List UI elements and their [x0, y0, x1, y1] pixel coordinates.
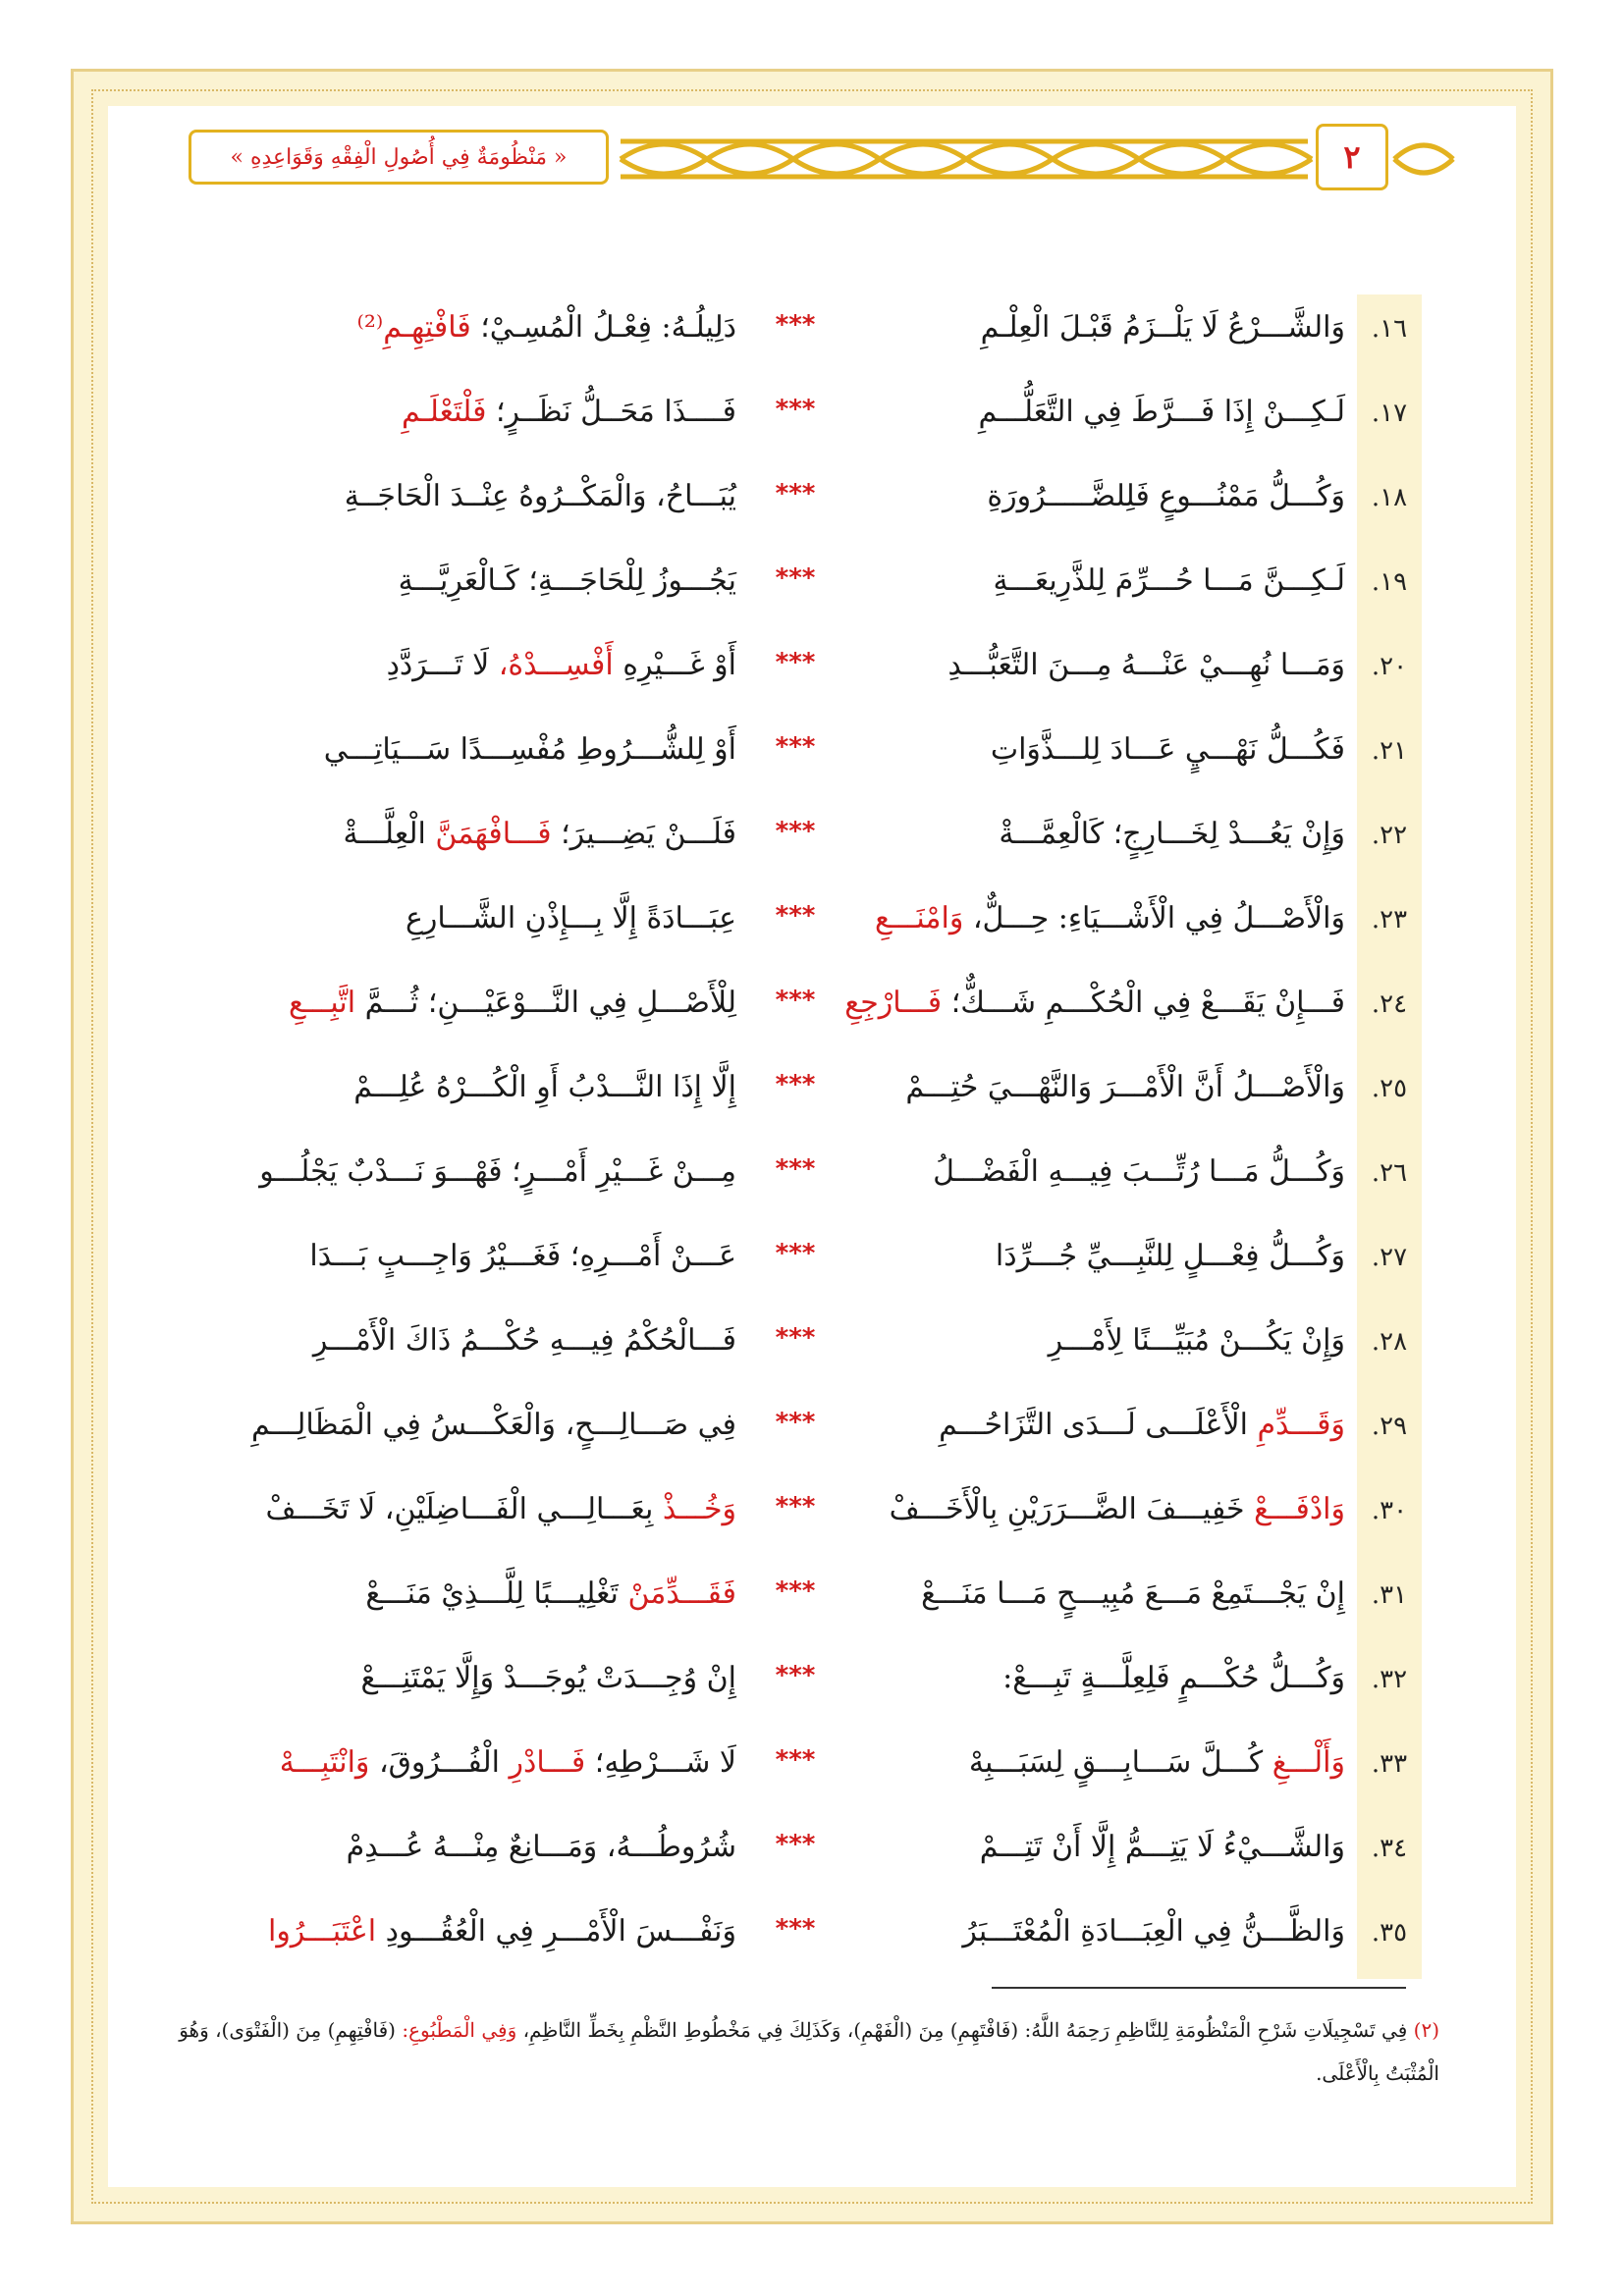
verse-row: [108, 1309, 1516, 1394]
first-hemistich: [864, 901, 1345, 935]
second-hemistich: [187, 648, 736, 682]
footnote-marker: (٢): [1413, 2018, 1439, 2042]
hemistich-text: دَلِيلُـهُ: فِعْـلُ الْمُسِـيْ؛: [480, 310, 736, 345]
verse-row: [108, 1056, 1516, 1141]
hemistich-text: الْأَعْلَـــى لَـــدَى التَّزَاحُـــمِ: [939, 1408, 1248, 1442]
page: [108, 106, 1516, 2187]
verse-row: [108, 465, 1516, 550]
separator: ***: [775, 732, 816, 762]
separator: ***: [775, 1070, 816, 1099]
hemistich-text: فَـــإِنْ يَقَـــعْ فِي الْحُكْـــمِ شَـــكٌّ؛: [950, 986, 1345, 1020]
hemistich-highlight: فَقَـــدِّمَنْ: [627, 1576, 736, 1611]
verse-row: [108, 887, 1516, 972]
first-hemistich: وَكُـــلُّ فِعْـــلٍ لِلنَّبِـــيِّ جُـــرِّدَا: [995, 1239, 1345, 1273]
first-hemistich: وَالظَّـــنُّ فِي الْعِبَـــادَةِ الْمُعْتَـــبَرُ: [962, 1914, 1345, 1949]
hemistich-text: تَغْلِيـــبًا لِلَّـــذِيْ مَنَـــعْ: [365, 1576, 619, 1611]
verse-number: ٣٣.: [1371, 1749, 1408, 1779]
second-hemistich: فِي صَـــالِـــحٍ، وَالْعَكْـــسُ فِي الْمَظَالِـــمِ: [250, 1408, 736, 1442]
hemistich-text: فَلَـــنْ يَضِـــيرَ؛: [561, 817, 736, 851]
hemistich-highlight: اتَّبِـــعِ: [289, 986, 356, 1020]
first-hemistich: إِنْ يَجْـــتَمِعْ مَـــعَ مُبِيـــحٍ مَـــا مَنَـــعْ: [921, 1576, 1345, 1611]
hemistich-text: لِلْأَصْـــلِ فِي النَّـــوْعَيْـــنِ؛ ثُـــمَّ: [364, 986, 736, 1020]
second-hemistich: مِـــنْ غَـــيْرِ أَمْـــرٍ؛ فَهْـــوَ نَـــدْبٌ يَجْلُـــو: [259, 1154, 736, 1189]
first-hemistich: وَكُـــلُّ مَمْنُـــوعٍ فَلِلضَّـــــرُورَةِ: [987, 479, 1345, 513]
separator: ***: [775, 986, 816, 1015]
verse-number: ١٨.: [1371, 483, 1408, 512]
verse-number: ٣٠.: [1371, 1496, 1408, 1525]
second-hemistich: إِلَّا إِذَا النَّـــدْبُ أَوِ الْكُـــرْهُ عُلِـــمْ: [353, 1070, 736, 1104]
separator: ***: [775, 1154, 816, 1184]
footnote-text: فِي تَسْجِيلَاتِ شَرْحِ الْمَنْظُومَةِ لِلنَّاظِمِ رَحِمَهُ اللَّهُ: (فَافْتَهِمِ) مِنَ (الْفَهْمِ)، وَكَذَلِكَ فِي مَخْطُوطِ النَّظْمِ بِخَطِّ النَّاظِمِ،: [522, 2018, 1408, 2042]
verse-row: [108, 634, 1516, 719]
verse-number: ٢٠.: [1371, 652, 1408, 681]
verse-number: ١٩.: [1371, 567, 1408, 597]
separator: ***: [775, 1323, 816, 1353]
second-hemistich: شُرُوطُـــهُ، وَمَـــانِعٌ مِنْـــهُ عُـــدِمْ: [346, 1830, 736, 1864]
hemistich-highlight: فَافْتِهِـمِ⁽²⁾: [356, 310, 471, 345]
hemistich-text: فَــــذَا مَحَــلُّ نَظَــرٍ؛: [495, 395, 736, 429]
verse-number: ١٧.: [1371, 399, 1408, 428]
separator: ***: [775, 901, 816, 931]
second-hemistich: [187, 1745, 736, 1780]
hemistich-text: خَفِيـــفَ الضَّـــرَرَيْنِ بِالْأَخَـــفْ: [889, 1492, 1245, 1526]
verse-row: [108, 1732, 1516, 1816]
second-hemistich: أَوْ لِلشُّـــرُوطِ مُفْسِـــدًا سَـــيَاتِـــي: [323, 732, 736, 767]
second-hemistich: عَـــنْ أَمْـــرِهِ؛ فَغَـــيْرُ وَاجِـــبٍ بَـــدَا: [309, 1239, 736, 1273]
hemistich-highlight: اعْتَبَـــرُوا: [267, 1914, 377, 1949]
second-hemistich: [187, 1914, 736, 1949]
verse-row: [108, 1900, 1516, 1985]
hemistich-text: لَا تَـــرَدَّدِ: [386, 648, 490, 682]
hemistich-text: وَنَفْـــسَ الْأَمْـــرِ فِي الْعُقُـــودِ: [385, 1914, 736, 1949]
verse-number: ٢٢.: [1371, 821, 1408, 850]
footnote-separator: [992, 1987, 1406, 1989]
hemistich-highlight: أَفْسِـــدْهُ،: [498, 648, 614, 682]
verse-row: [108, 550, 1516, 634]
hemistich-highlight: وَخُـــذْ: [662, 1492, 736, 1526]
verse-row: [108, 972, 1516, 1056]
second-hemistich: [187, 395, 736, 429]
separator: ***: [775, 479, 816, 508]
braid-ornament: [621, 128, 1308, 190]
hemistich-text: لَا شَـــرْطِهِ؛: [594, 1745, 736, 1780]
verse-number: ٣١.: [1371, 1580, 1408, 1610]
separator: ***: [775, 648, 816, 677]
verse-row: [108, 1394, 1516, 1478]
second-hemistich: يُبَـــاحُ، وَالْمَكْــرُوهُ عِنْــدَ الْحَاجَــةِ: [344, 479, 736, 513]
first-hemistich: وَمَـــا نُهِـــيْ عَنْـــهُ مِـــنَ التَّعَبُّـــدِ: [947, 648, 1345, 682]
hemistich-highlight: وَقَـــدِّمِ: [1257, 1408, 1345, 1442]
second-hemistich: فَـــالْحُكْمُ فِيـــهِ حُكْـــمُ ذَاكَ الْأَمْـــرِ: [312, 1323, 736, 1358]
separator: ***: [775, 310, 816, 340]
page-number: ٢: [1343, 138, 1361, 176]
second-hemistich: عِبَـــادَةً إِلَّا بِـــإِذْنِ الشَّـــارِعِ: [406, 901, 736, 935]
verse-number: ٢٥.: [1371, 1074, 1408, 1103]
hemistich-text: بِعَـــالِـــي الْفَـــاضِلَيْنِ، لَا تَخَـــفْ: [265, 1492, 654, 1526]
hemistich-highlight: وَانْتَبِـــهْ: [279, 1745, 370, 1780]
separator: ***: [775, 1745, 816, 1775]
verse-number: ٢٩.: [1371, 1412, 1408, 1441]
first-hemistich: وَإِنْ يَكُـــنْ مُبَيِّـــنًا لِأَمْـــرِ: [1048, 1323, 1345, 1358]
book-title-box: [189, 130, 609, 185]
verse-number: ٣٥.: [1371, 1918, 1408, 1948]
first-hemistich: وَالشَّـــرْعُ لَا يَلْــزَمُ قَبْـلَ الْعِلْـمِ: [980, 310, 1345, 345]
separator: ***: [775, 1408, 816, 1437]
separator: ***: [775, 1239, 816, 1268]
verse-number: ٢٤.: [1371, 989, 1408, 1019]
separator: ***: [775, 1661, 816, 1690]
first-hemistich: فَكُـــلُّ نَهْـــيٍ عَـــادَ لِلـــذَّوَاتِ: [990, 732, 1345, 767]
hemistich-text: الْفُـــرُوقَ،: [378, 1745, 500, 1780]
verse-number: ٢٧.: [1371, 1243, 1408, 1272]
verse-number: ٢١.: [1371, 736, 1408, 766]
first-hemistich: وَكُـــلُّ حُكْـــمٍ فَلِعِلَّـــةٍ تَبِـــعْ:: [1002, 1661, 1345, 1695]
first-hemistich: [864, 1408, 1345, 1442]
page-header: [189, 122, 1455, 202]
second-hemistich: [187, 310, 736, 345]
first-hemistich: [864, 1492, 1345, 1526]
hemistich-highlight: وَأَلْـــغِ: [1272, 1745, 1345, 1780]
verse-number: ٢٣.: [1371, 905, 1408, 934]
verse-row: [108, 1816, 1516, 1900]
first-hemistich: لَـكِـــنْ إِذَا فَـــرَّطَ فِي التَّعَلُّـــمِ: [978, 395, 1345, 429]
separator: ***: [775, 395, 816, 424]
hemistich-highlight: فَـــادْرِ: [509, 1745, 586, 1780]
verse-number: ١٦.: [1371, 314, 1408, 344]
hemistich-highlight: فَـــافْهَمَنَّ: [435, 817, 552, 851]
second-hemistich: [187, 817, 736, 851]
book-title: « مَنْظُومَةٌ فِي أُصُولِ الْفِقْهِ وَقَوَاعِدِهِ »: [230, 144, 568, 170]
verse-number: ٣٢.: [1371, 1665, 1408, 1694]
verse-row: [108, 1225, 1516, 1309]
hemistich-text: أَوْ غَـــيْرِهِ: [623, 648, 736, 682]
separator: ***: [775, 1914, 816, 1944]
hemistich-text: كُـــلَّ سَـــابِـــقٍ لِسَبَـــبِهْ: [968, 1745, 1264, 1780]
verse-row: [108, 1141, 1516, 1225]
footnote: [167, 2008, 1439, 2095]
footnote-text: (فَافْتِهِمِ) مِنَ (الْفَتْوَى)، وَهُوَ الْمُثْبَتُ بِالْأَعْلَى.: [179, 2018, 1439, 2085]
second-hemistich: [187, 1576, 736, 1611]
page-number-box: [1316, 124, 1388, 190]
second-hemistich: [187, 1492, 736, 1526]
second-hemistich: يَجُـــوزُ لِلْحَاجَـــةِ؛ كَـالْعَرِيَّـــةِ: [398, 563, 736, 598]
verse-row: [108, 1563, 1516, 1647]
verse-row: [108, 296, 1516, 381]
hemistich-highlight: وَامْنَـــعِ: [875, 901, 964, 935]
verse-row: [108, 1478, 1516, 1563]
hemistich-highlight: وَادْفَـــعْ: [1254, 1492, 1345, 1526]
hemistich-text: وَالْأَصْـــلُ فِي الْأَشْـــيَاءِ: حِـــلٌّ،: [972, 901, 1345, 935]
first-hemistich: [864, 1745, 1345, 1780]
braid-ornament-end: [1394, 128, 1455, 190]
hemistich-text: الْعِلَّـــةْ: [343, 817, 426, 851]
second-hemistich: [187, 986, 736, 1020]
separator: ***: [775, 1576, 816, 1606]
separator: ***: [775, 817, 816, 846]
verse-number: ٣٤.: [1371, 1834, 1408, 1863]
footnote-highlight: وَفِي الْمَطْبُوعِ:: [402, 2018, 517, 2042]
hemistich-highlight: فَلْتَعْلَـمِ: [401, 395, 487, 429]
verse-row: [108, 719, 1516, 803]
verse-row: [108, 381, 1516, 465]
second-hemistich: إِنْ وُجِـــدَتْ يُوجَـــدْ وَإِلَّا يَمْتَنِـــعْ: [360, 1661, 736, 1695]
first-hemistich: وَالشَّـــيْءُ لَا يَتِـــمُّ إِلَّا أَنْ تَتِـــمْ: [979, 1830, 1345, 1864]
verse-number: ٢٦.: [1371, 1158, 1408, 1188]
first-hemistich: لَـكِـــنَّ مَـــا حُـــرِّمَ لِلذَّرِيعَـــةِ: [993, 563, 1345, 598]
verse-number: ٢٨.: [1371, 1327, 1408, 1357]
verse-row: [108, 803, 1516, 887]
hemistich-highlight: فَـــارْجِعِ: [844, 986, 943, 1020]
first-hemistich: [844, 986, 1345, 1020]
first-hemistich: وَالْأَصْـــلُ أَنَّ الْأَمْـــرَ وَالنَّهْـــيَ حُتِـــمْ: [905, 1070, 1345, 1104]
first-hemistich: وَكُـــلُّ مَـــا رُتِّـــبَ فِيـــهِ الْفَضْـــلُ: [933, 1154, 1345, 1189]
separator: ***: [775, 1830, 816, 1859]
separator: ***: [775, 563, 816, 593]
separator: ***: [775, 1492, 816, 1522]
first-hemistich: وَإِنْ يَعُـــدْ لِخَـــارِجٍ؛ كَالْعِمَّـــةْ: [999, 817, 1345, 851]
verse-row: [108, 1647, 1516, 1732]
